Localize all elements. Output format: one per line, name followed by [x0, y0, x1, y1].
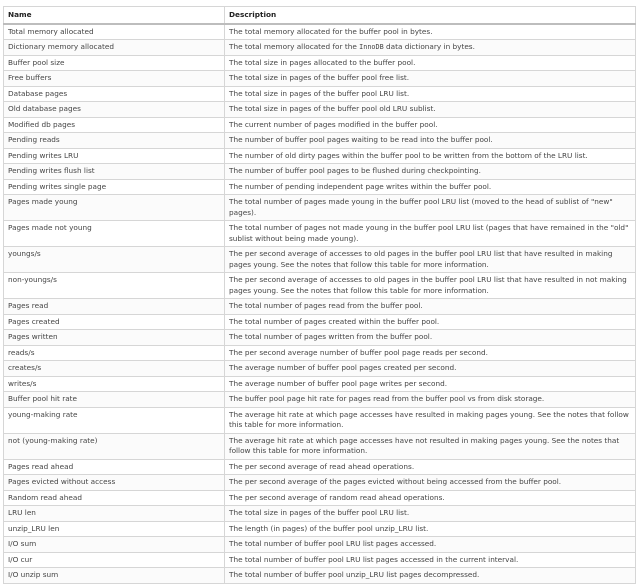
- table-row: [4, 40, 636, 56]
- metric-description-cell: The number of buffer pool pages waiting to be read into the buffer pool.: [225, 133, 636, 149]
- buffer-pool-metrics-table: [3, 6, 636, 584]
- table-row: [4, 552, 636, 568]
- metric-description-cell: The current number of pages modified in the buffer pool.: [225, 117, 636, 133]
- metric-description-cell: The total size in pages of the buffer pool LRU list.: [225, 506, 636, 522]
- table-row: [4, 392, 636, 408]
- metric-description-cell: The per second average of random read ahead operations.: [225, 490, 636, 506]
- metric-name-cell: I/O cur: [4, 552, 225, 568]
- column-header-description: Description: [225, 7, 636, 24]
- metric-name-cell: not (young-making rate): [4, 433, 225, 459]
- table-row: [4, 148, 636, 164]
- metric-description-cell: The total size in pages of the buffer pool free list.: [225, 71, 636, 87]
- metric-name-cell: writes/s: [4, 376, 225, 392]
- metric-name-cell: Database pages: [4, 86, 225, 102]
- metric-description-cell: The per second average number of buffer pool page reads per second.: [225, 345, 636, 361]
- metric-name-cell: Free buffers: [4, 71, 225, 87]
- column-header-name: Name: [4, 7, 225, 24]
- table-row: [4, 164, 636, 180]
- metric-name-cell: non-youngs/s: [4, 273, 225, 299]
- metric-description-cell: The average hit rate at which page accesses have resulted in making pages young. See the notes that follow this table for more information.: [225, 407, 636, 433]
- table-row: [4, 133, 636, 149]
- metric-name-cell: Pending reads: [4, 133, 225, 149]
- metric-description-cell: The number of pending independent page writes within the buffer pool.: [225, 179, 636, 195]
- table-row: [4, 521, 636, 537]
- metric-name-cell: Dictionary memory allocated: [4, 40, 225, 56]
- code-term: InnoDB: [359, 43, 384, 51]
- metric-name-cell: Pages created: [4, 314, 225, 330]
- metric-description-cell: The number of buffer pool pages to be flushed during checkpointing.: [225, 164, 636, 180]
- metric-name-cell: Pages read ahead: [4, 459, 225, 475]
- metric-description-cell: The per second average of accesses to old pages in the buffer pool LRU list that have resulted in not making pages young. See the notes that follow this table for more information.: [225, 273, 636, 299]
- metric-description-cell: The total size in pages of the buffer pool old LRU sublist.: [225, 102, 636, 118]
- table-row: [4, 24, 636, 40]
- metric-description-cell: The total number of buffer pool unzip_LRU list pages decompressed.: [225, 568, 636, 584]
- table-row: [4, 102, 636, 118]
- table-row: [4, 299, 636, 315]
- table-row: [4, 330, 636, 346]
- metric-name-cell: Total memory allocated: [4, 24, 225, 40]
- metric-name-cell: LRU len: [4, 506, 225, 522]
- metric-description-cell: The per second average of accesses to old pages in the buffer pool LRU list that have resulted in making pages young. See the notes that follow this table for more information.: [225, 247, 636, 273]
- table-row: [4, 506, 636, 522]
- table-row: [4, 433, 636, 459]
- metric-name-cell: Pending writes LRU: [4, 148, 225, 164]
- metric-name-cell: Pending writes flush list: [4, 164, 225, 180]
- table-row: [4, 345, 636, 361]
- metric-name-cell: youngs/s: [4, 247, 225, 273]
- metric-name-cell: unzip_LRU len: [4, 521, 225, 537]
- table-row: [4, 71, 636, 87]
- metric-description-cell: The buffer pool page hit rate for pages read from the buffer pool vs from disk storage.: [225, 392, 636, 408]
- table-row: [4, 273, 636, 299]
- metric-description-cell: The average hit rate at which page accesses have not resulted in making pages young. See the notes that follow this table for more information.: [225, 433, 636, 459]
- metric-description-cell: The per second average of read ahead operations.: [225, 459, 636, 475]
- metric-description-cell: The average number of buffer pool page writes per second.: [225, 376, 636, 392]
- metric-name-cell: Modified db pages: [4, 117, 225, 133]
- table-row: [4, 475, 636, 491]
- header-row: [4, 7, 636, 24]
- metric-description-cell: The total size in pages of the buffer pool LRU list.: [225, 86, 636, 102]
- metric-description-cell: The total memory allocated for the InnoDB data dictionary in bytes.: [225, 40, 636, 56]
- table-row: [4, 86, 636, 102]
- table-body: [4, 24, 636, 584]
- metric-name-cell: Pages made young: [4, 195, 225, 221]
- metric-name-cell: Pages read: [4, 299, 225, 315]
- metric-name-cell: Pages written: [4, 330, 225, 346]
- metric-name-cell: Random read ahead: [4, 490, 225, 506]
- table-row: [4, 490, 636, 506]
- table-header: [4, 7, 636, 24]
- metric-description-cell: The total number of pages created within the buffer pool.: [225, 314, 636, 330]
- table-row: [4, 247, 636, 273]
- table-row: [4, 537, 636, 553]
- table-row: [4, 55, 636, 71]
- metric-name-cell: Buffer pool size: [4, 55, 225, 71]
- metric-description-cell: The average number of buffer pool pages created per second.: [225, 361, 636, 377]
- metric-name-cell: young-making rate: [4, 407, 225, 433]
- metric-description-cell: The total number of buffer pool LRU list pages accessed in the current interval.: [225, 552, 636, 568]
- metric-description-cell: The total number of pages made young in the buffer pool LRU list (moved to the head of sublist of "new" pages).: [225, 195, 636, 221]
- metric-description-cell: The length (in pages) of the buffer pool unzip_LRU list.: [225, 521, 636, 537]
- table-row: [4, 407, 636, 433]
- metric-description-cell: The total number of pages not made young in the buffer pool LRU list (pages that have remained in the "old" sublist without being made young).: [225, 221, 636, 247]
- table-row: [4, 195, 636, 221]
- table-row: [4, 179, 636, 195]
- table-row: [4, 117, 636, 133]
- metric-name-cell: Pages made not young: [4, 221, 225, 247]
- table-row: [4, 376, 636, 392]
- metric-description-cell: The number of old dirty pages within the buffer pool to be written from the bottom of the LRU list.: [225, 148, 636, 164]
- metric-description-cell: The per second average of the pages evicted without being accessed from the buffer pool.: [225, 475, 636, 491]
- table-row: [4, 361, 636, 377]
- metric-name-cell: I/O sum: [4, 537, 225, 553]
- metric-name-cell: Buffer pool hit rate: [4, 392, 225, 408]
- metric-name-cell: creates/s: [4, 361, 225, 377]
- table-row: [4, 221, 636, 247]
- metric-description-cell: The total memory allocated for the buffer pool in bytes.: [225, 24, 636, 40]
- metric-description-cell: The total number of pages read from the buffer pool.: [225, 299, 636, 315]
- table-row: [4, 568, 636, 584]
- table-row: [4, 459, 636, 475]
- metric-description-cell: The total number of buffer pool LRU list pages accessed.: [225, 537, 636, 553]
- metric-name-cell: Pages evicted without access: [4, 475, 225, 491]
- metric-name-cell: reads/s: [4, 345, 225, 361]
- metric-name-cell: I/O unzip sum: [4, 568, 225, 584]
- metric-name-cell: Old database pages: [4, 102, 225, 118]
- table-row: [4, 314, 636, 330]
- metric-name-cell: Pending writes single page: [4, 179, 225, 195]
- metric-description-cell: The total number of pages written from the buffer pool.: [225, 330, 636, 346]
- metric-description-cell: The total size in pages allocated to the buffer pool.: [225, 55, 636, 71]
